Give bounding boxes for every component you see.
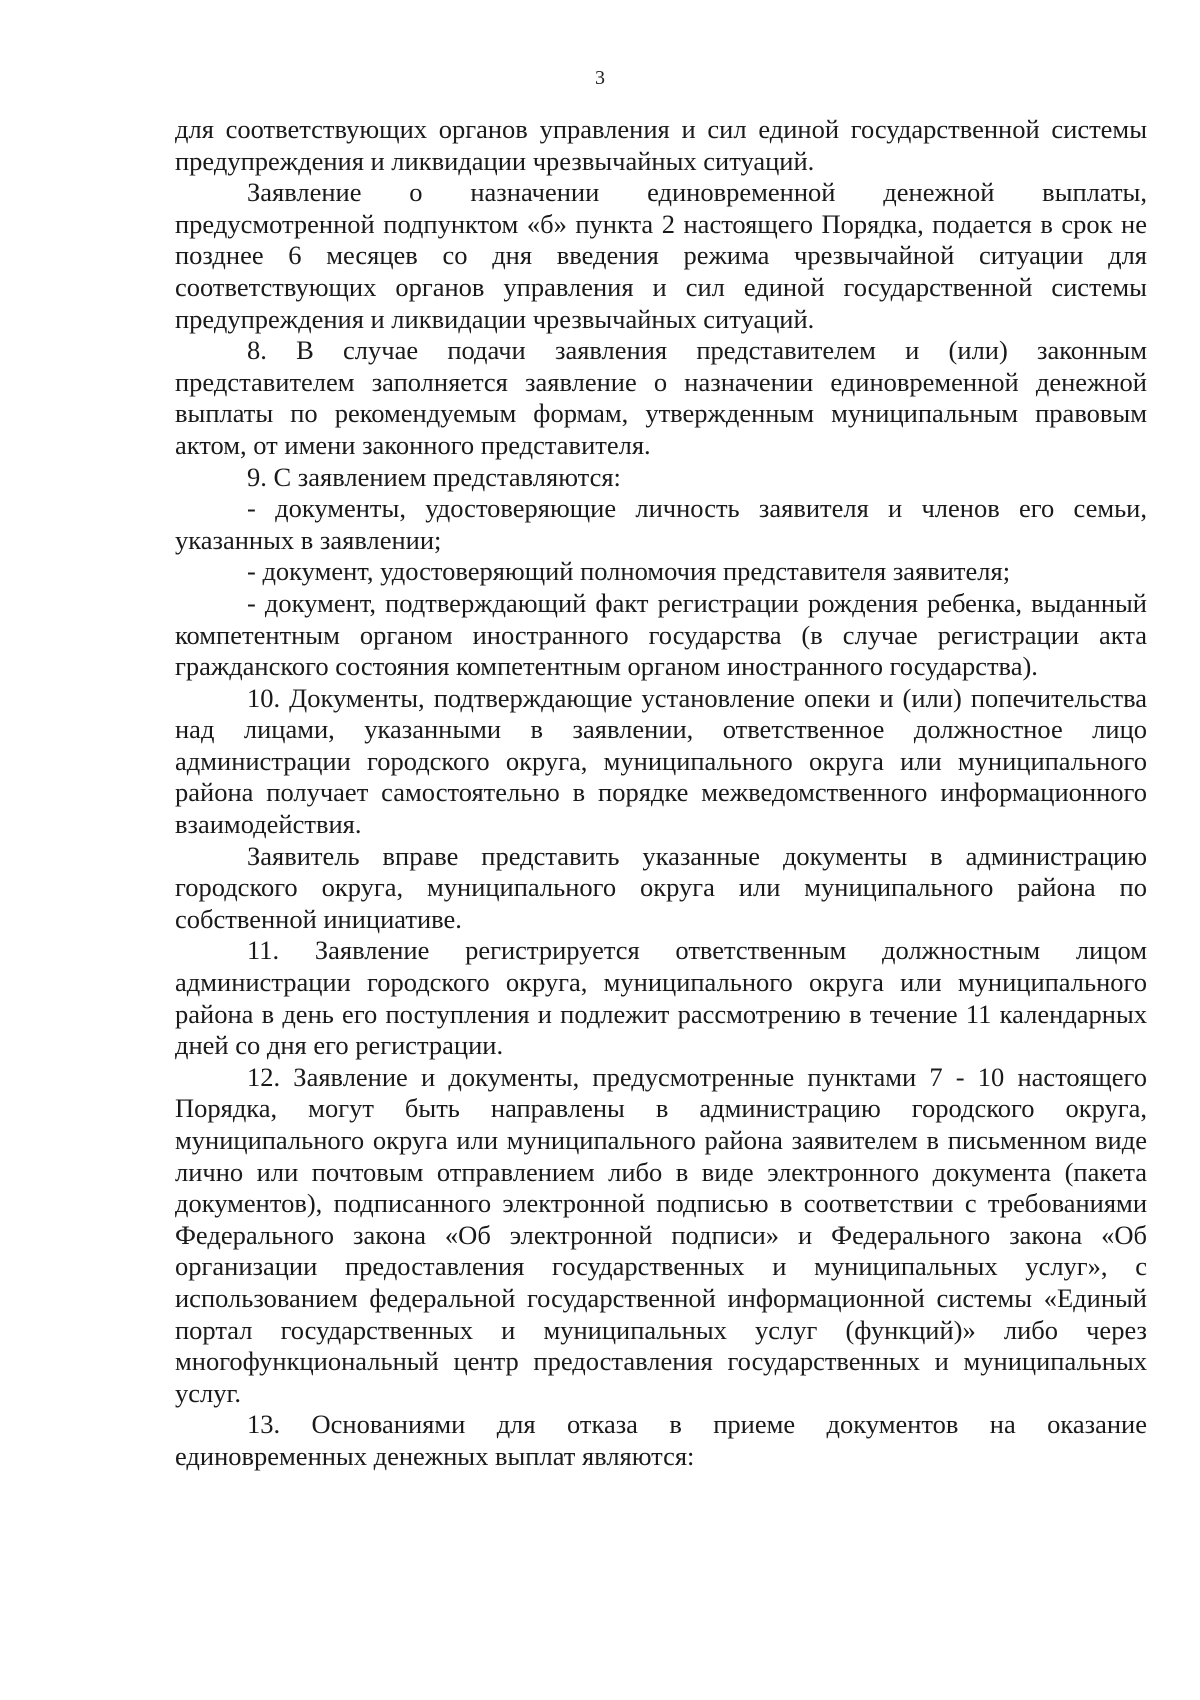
list-item: - документы, удостоверяющие личность заявителя и членов его семьи, указанных в заявлении; — [175, 493, 1147, 555]
paragraph: Заявление о назначении единовременной денежной выплаты, предусмотренной подпунктом «б» пункта 2 настоящего Порядка, подается в срок не позднее 6 месяцев со дня введения режима чрезвычайной ситуации для соответствующих органов управления и сил единой государственной системы предупреждения и ликвидации чрезвычайных ситуаций. — [175, 177, 1147, 334]
paragraph-item-13: 13. Основаниями для отказа в приеме документов на оказание единовременных денежных выплат являются: — [175, 1409, 1147, 1471]
paragraph-item-11: 11. Заявление регистрируется ответственным должностным лицом администрации городского округа, муниципального округа или муниципального района в день его поступления и подлежит рассмотрению в течение 11 календарных дней со дня его регистрации. — [175, 935, 1147, 1061]
paragraph: Заявитель вправе представить указанные документы в администрацию городского округа, муниципального округа или муниципального района по собственной инициативе. — [175, 840, 1147, 934]
list-item: - документ, подтверждающий факт регистрации рождения ребенка, выданный компетентным органом иностранного государства (в случае регистрации акта гражданского состояния компетентным органом иностранного государства). — [175, 587, 1147, 682]
page-number: 3 — [595, 67, 605, 89]
document-body — [175, 114, 1147, 1473]
paragraph: для соответствующих органов управления и сил единой государственной системы предупреждения и ликвидации чрезвычайных ситуаций. — [175, 114, 1147, 176]
paragraph-item-9: 9. С заявлением представляются: — [247, 461, 621, 492]
list-item: - документ, удостоверяющий полномочия представителя заявителя; — [247, 556, 1011, 587]
paragraph-item-10: 10. Документы, подтверждающие установление опеки и (или) попечительства над лицами, указанными в заявлении, ответственное должностное лицо администрации городского округа, муниципального округа или муниципального района получает самостоятельно в порядке межведомственного информационного взаимодействия. — [175, 682, 1147, 840]
paragraph-item-12: 12. Заявление и документы, предусмотренные пунктами 7 - 10 настоящего Порядка, могут быть направлены в администрацию городского округа, муниципального округа или муниципального района заявителем в письменном виде лично или почтовым отправлением либо в виде электронного документа (пакета документов), подписанного электронной подписью в соответствии с требованиями Федерального закона «Об электронной подписи» и Федерального закона «Об организации предоставления государственных и муниципальных услуг», с использованием федеральной государственной информационной системы «Единый портал государственных и муниципальных услуг (функций)» либо через многофункциональный центр предоставления государственных и муниципальных услуг. — [175, 1061, 1147, 1408]
paragraph-item-8: 8. В случае подачи заявления представителем и (или) законным представителем заполняется заявление о назначении единовременной денежной выплаты по рекомендуемым формам, утвержденным муниципальным правовым актом, от имени законного представителя. — [175, 335, 1147, 460]
